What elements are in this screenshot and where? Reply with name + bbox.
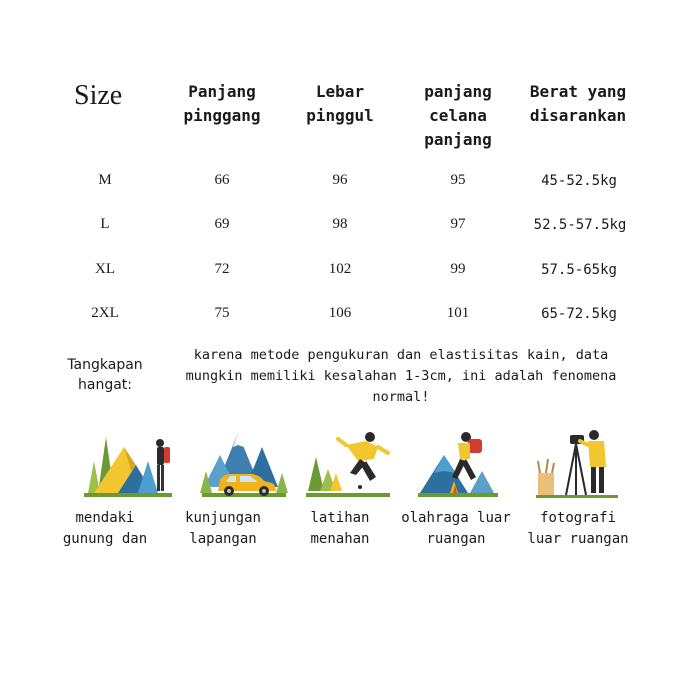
activity-camping	[80, 425, 180, 500]
jumping-person-icon	[300, 425, 400, 500]
activity-label: mendaki gunung dan	[62, 510, 148, 547]
table-cell: L	[100, 216, 110, 232]
header-hip-width: Lebar pinggul	[306, 82, 374, 125]
table-cell: 72	[214, 261, 230, 277]
activity-label: latihan menahan	[310, 510, 370, 547]
table-cell: XL	[95, 261, 115, 277]
table-cell: M	[98, 172, 112, 188]
table-cell: 98	[332, 216, 348, 232]
header-size: Size	[74, 80, 123, 111]
table-cell: 66	[214, 172, 230, 188]
table-cell: 65-72.5kg	[541, 306, 617, 322]
car-mountain-icon	[196, 425, 296, 500]
table-cell: 57.5-65kg	[541, 262, 617, 278]
table-cell: 102	[328, 261, 352, 277]
table-cell: 75	[214, 305, 230, 321]
header-recommended-weight: Berat yang disarankan	[529, 82, 627, 125]
table-cell: 101	[446, 305, 470, 321]
table-cell: 97	[450, 216, 466, 232]
table-cell: 2XL	[91, 305, 119, 321]
hiker-campfire-icon	[410, 425, 510, 500]
photographer-icon	[528, 425, 628, 500]
table-cell: 106	[328, 305, 352, 321]
activity-outdoor-sports	[410, 425, 510, 500]
table-cell: 45-52.5kg	[541, 173, 617, 189]
activity-label: fotografi luar ruangan	[527, 510, 629, 547]
table-cell: 52.5-57.5kg	[533, 217, 627, 233]
note-text: karena metode pengukuran dan elastisitas kain, data mungkin memiliki kesalahan 1-3cm, ini adalah fenomena normal!	[185, 347, 617, 405]
table-cell: 99	[450, 261, 466, 277]
activity-outdoor-photography	[528, 425, 628, 500]
table-cell: 69	[214, 216, 230, 232]
activity-field-trip	[196, 425, 296, 500]
camping-tent-icon	[80, 425, 180, 500]
activity-label: olahraga luar ruangan	[401, 510, 511, 547]
note-label: Tangkapan hangat:	[67, 357, 143, 393]
table-cell: 96	[332, 172, 348, 188]
header-pants-length: panjang celana panjang	[424, 82, 492, 149]
activity-label: kunjungan lapangan	[185, 510, 261, 547]
table-cell: 95	[450, 172, 466, 188]
header-waist-length: Panjang pinggang	[183, 82, 261, 125]
activity-endurance-training	[300, 425, 400, 500]
